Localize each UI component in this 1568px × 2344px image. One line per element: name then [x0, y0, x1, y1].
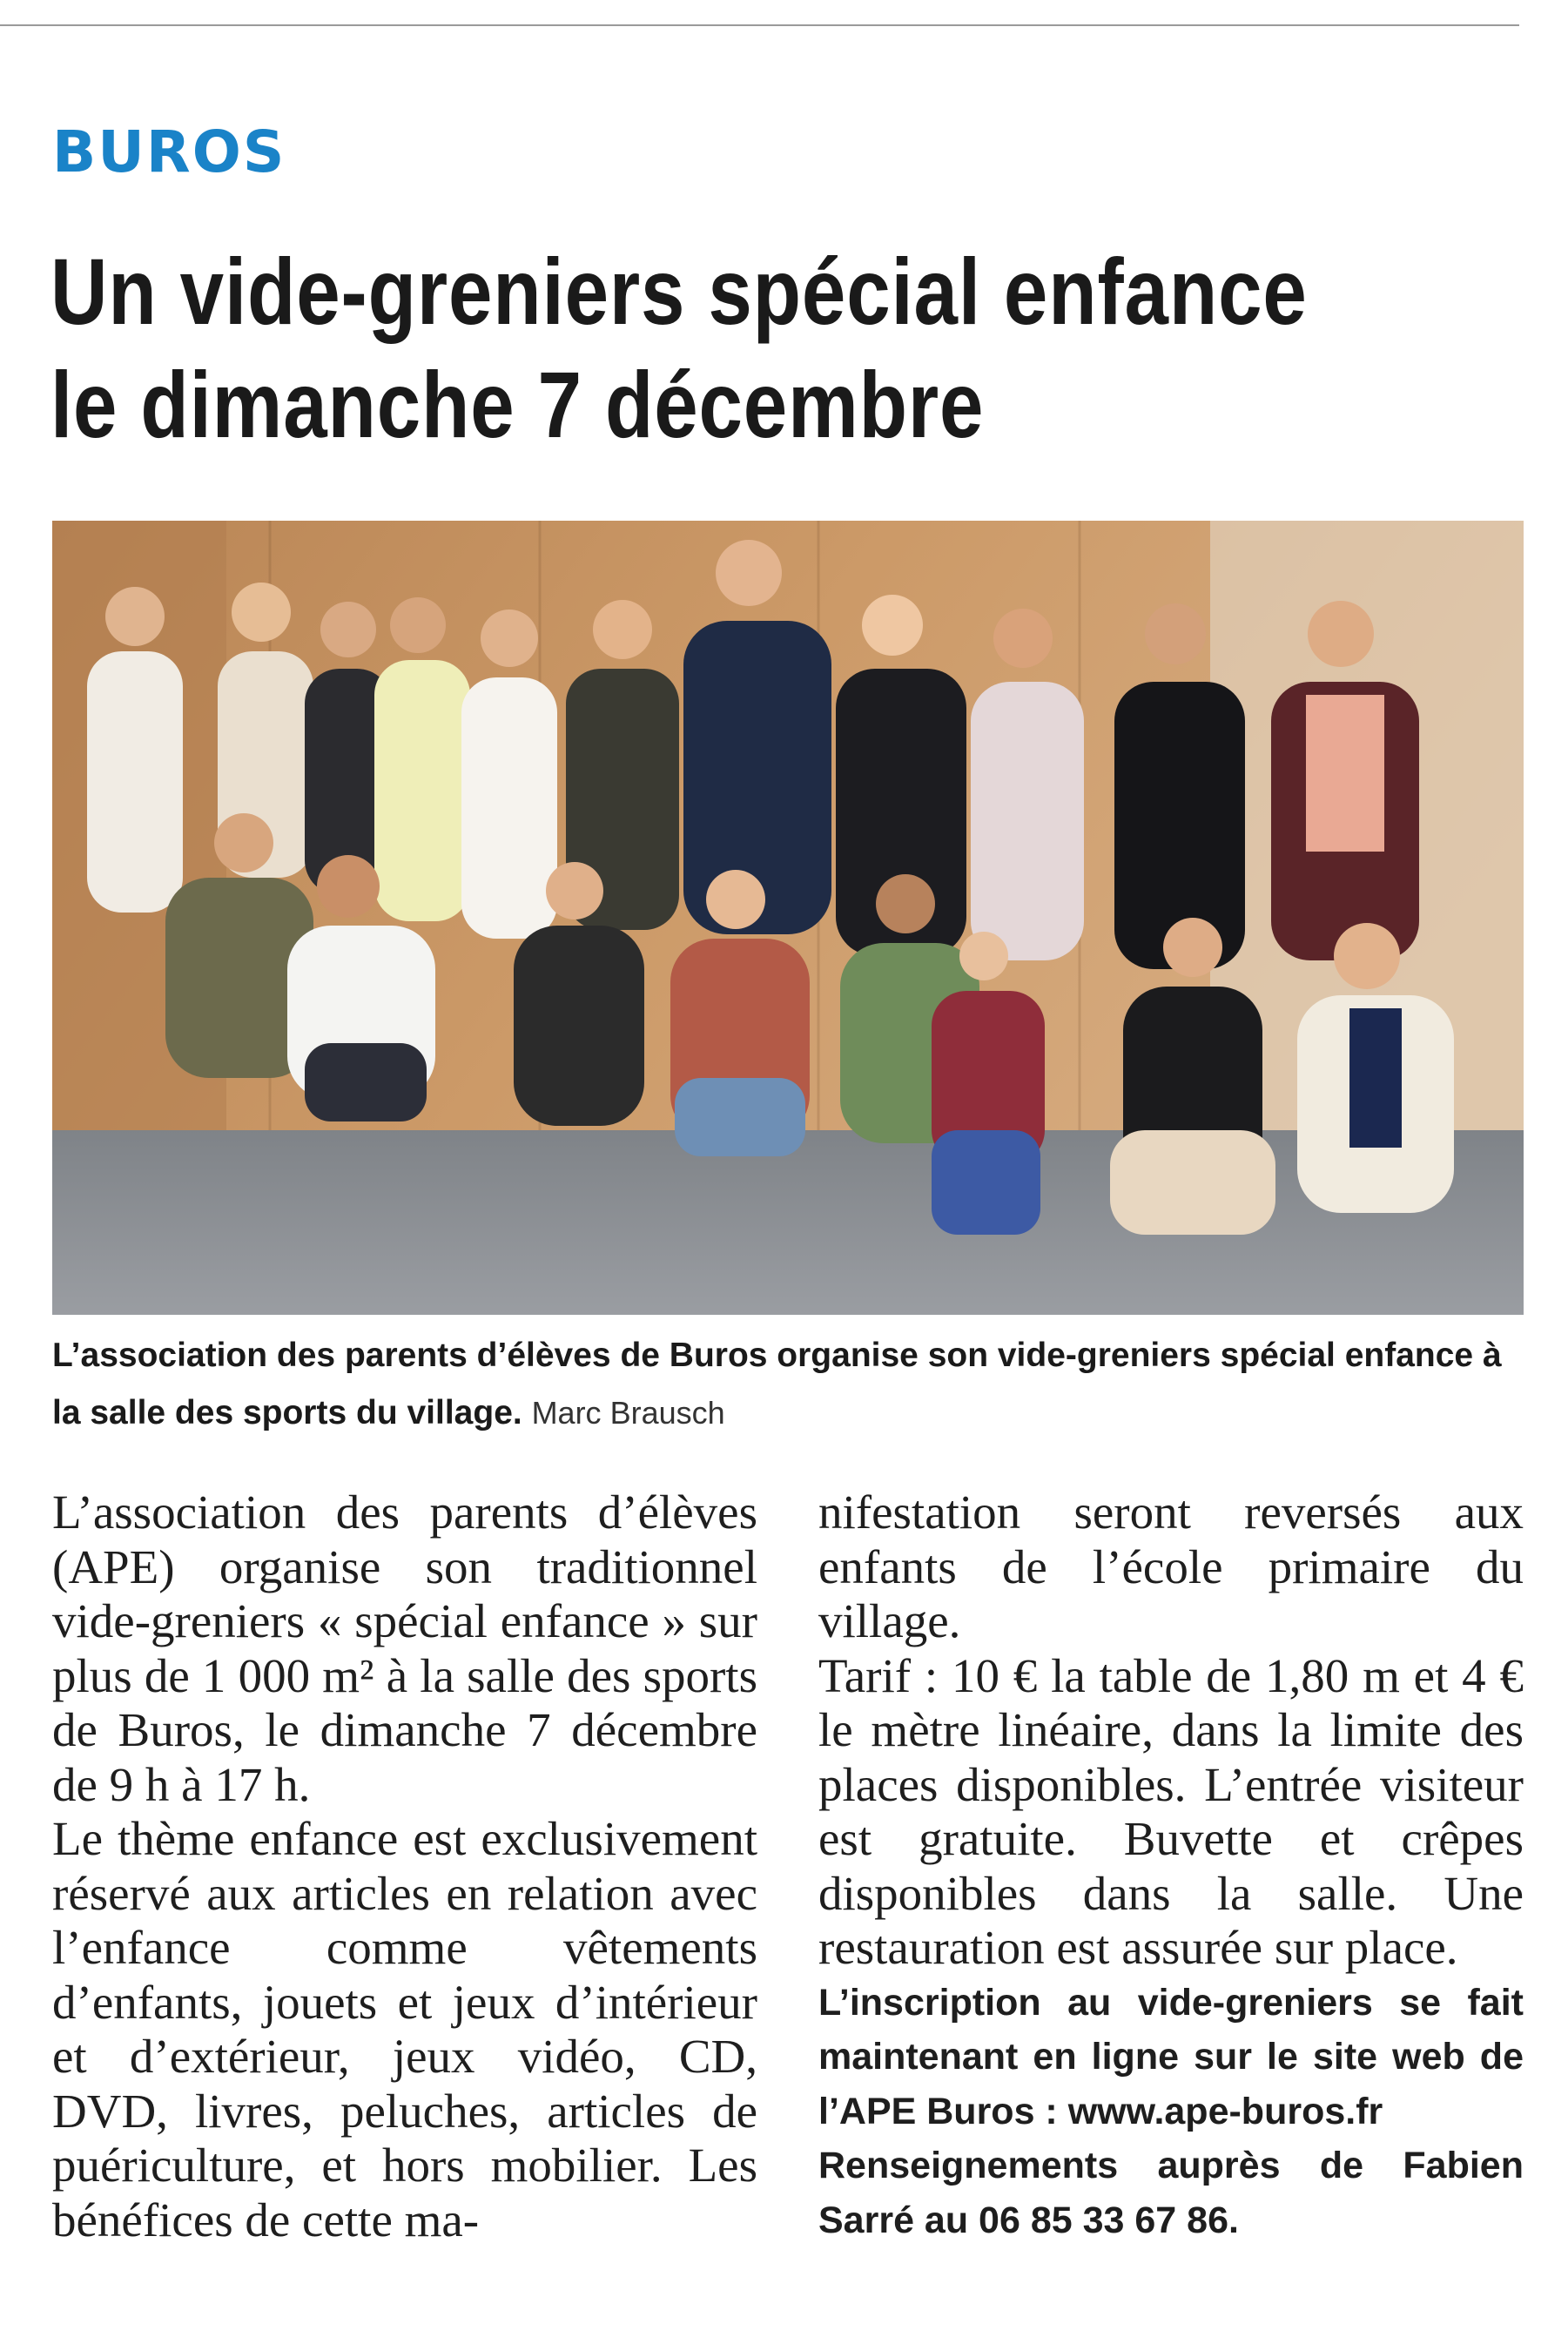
section-kicker: BUROS: [52, 118, 286, 185]
photo-caption: [52, 1327, 1524, 1442]
contact-info: Renseignements auprès de Fabien Sarré au 06 85 33 67 86.: [818, 2145, 1524, 2241]
body-paragraph: Le thème enfance est exclusivement réservé aux articles en relation avec l’enfance comme vêtements d’enfants, jouets et jeux d’intérieur et d’extérieur, jeux vidéo, CD, DVD, livres, peluches, articles de puériculture, et hors mobilier. Les bénéfices de cette ma-: [52, 1812, 757, 2246]
caption-text: L’association des parents d’élèves de Buros organise son vide-greniers spécial enfance à la salle des sports du village.: [52, 1337, 1502, 1431]
headline-line-2: le dimanche 7 décembre: [50, 352, 985, 457]
article-body-left: [52, 1485, 757, 2247]
headline-line-1: Un vide-greniers spécial enfance: [50, 239, 1308, 344]
top-rule: [0, 24, 1519, 26]
registration-info: L’inscription au vide-greniers se fait maintenant en ligne sur le site web de l’APE Buros : www.ape-buros.fr: [818, 1981, 1524, 2132]
article-headline: [50, 235, 1308, 461]
body-paragraph: L’association des parents d’élèves (APE) organise son traditionnel vide-greniers « spécial enfance » sur plus de 1 000 m² à la salle des sports de Buros, le dimanche 7 décembre de 9 h à 17 h.: [52, 1485, 757, 1811]
body-paragraph: nifestation seront reversés aux enfants de l’école primaire du village.: [818, 1485, 1524, 1647]
group-photo: [52, 521, 1524, 1315]
photo-credit: Marc Brausch: [531, 1395, 725, 1431]
article-body-right: [818, 1485, 1524, 2247]
body-paragraph: Tarif : 10 € la table de 1,80 m et 4 € le mètre linéaire, dans la limite des places disponibles. L’entrée visiteur est gratuite. Buvette et crêpes disponibles dans la salle. Une restauration est assurée sur place.: [818, 1648, 1524, 1974]
